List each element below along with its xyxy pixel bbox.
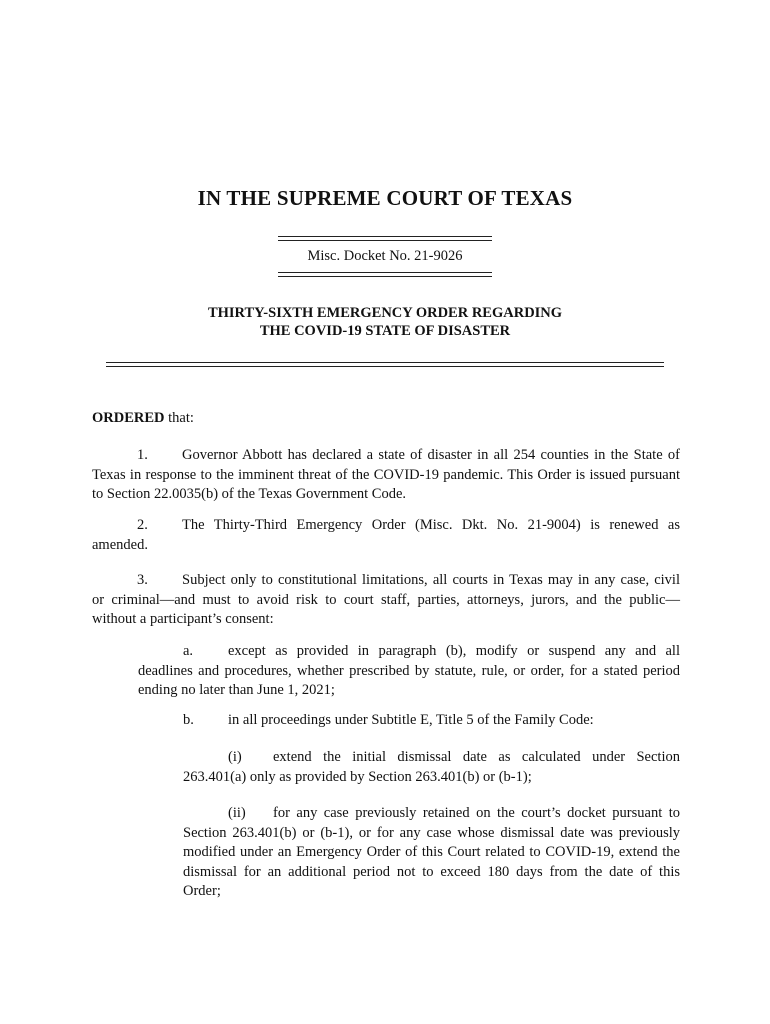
subparagraph-letter: a. bbox=[183, 643, 194, 659]
item-numeral: (ii) bbox=[228, 805, 246, 821]
paragraph-text: The Thirty-Third Emergency Order (Misc. Dkt. No. 21-9004) is renewed as bbox=[182, 517, 680, 533]
paragraph-text: ending no later than June 1, 2021; bbox=[138, 682, 335, 698]
item-numeral: (i) bbox=[228, 749, 242, 765]
paragraph-text: Section 263.401(b) or (b-1), or for any case whose dismissal date was previously bbox=[183, 824, 680, 841]
paragraph-text: or criminal—and must to avoid risk to court staff, parties, attorneys, jurors, and the public— bbox=[92, 591, 680, 608]
paragraph-1 bbox=[92, 446, 680, 505]
paragraph-text: without a participant’s consent: bbox=[92, 611, 274, 627]
paragraph-text: for any case previously retained on the court’s docket pursuant to bbox=[273, 805, 680, 821]
double-rule-wide bbox=[106, 362, 664, 367]
paragraph-text: dismissal for an additional period not to exceed 180 days from the date of this bbox=[183, 863, 680, 880]
double-rule-upper bbox=[278, 236, 492, 241]
paragraph-text: to Section 22.0035(b) of the Texas Government Code. bbox=[92, 486, 407, 502]
paragraph-text: 263.401(a) only as provided by Section 263.401(b) or (b-1); bbox=[183, 768, 532, 785]
order-heading-line-2: THE COVID-19 STATE OF DISASTER bbox=[259, 323, 511, 339]
paragraph-text: deadlines and procedures, whether prescribed by statute, rule, or order, for a stated period bbox=[138, 662, 680, 679]
ordered-label: ORDERED bbox=[92, 410, 165, 426]
paragraph-text: in all proceedings under Subtitle E, Title 5 of the Family Code: bbox=[228, 712, 594, 728]
paragraph-text: Subject only to constitutional limitations, all courts in Texas may in any case, civil bbox=[182, 572, 680, 588]
paragraph-text: Governor Abbott has declared a state of disaster in all 254 counties in the State of bbox=[182, 447, 680, 463]
paragraph-text: except as provided in paragraph (b), modify or suspend any and all bbox=[228, 643, 680, 659]
court-title: IN THE SUPREME COURT OF TEXAS bbox=[197, 186, 573, 210]
ordered-rest: that: bbox=[164, 410, 194, 426]
ordered-intro bbox=[92, 409, 194, 429]
paragraph-text: extend the initial dismissal date as calculated under Section bbox=[273, 749, 680, 765]
subparagraph-b bbox=[138, 711, 680, 731]
paragraph-text: Order; bbox=[183, 883, 221, 899]
paragraph-2 bbox=[92, 516, 680, 555]
paragraph-number: 3. bbox=[137, 572, 148, 588]
order-heading-line-1: THIRTY-SIXTH EMERGENCY ORDER REGARDING bbox=[207, 305, 563, 321]
subparagraph-letter: b. bbox=[183, 712, 194, 728]
paragraph-number: 1. bbox=[137, 447, 148, 463]
double-rule-lower bbox=[278, 272, 492, 277]
docket-number: Misc. Docket No. 21-9026 bbox=[307, 248, 463, 264]
paragraph-3 bbox=[92, 571, 680, 630]
item-i bbox=[183, 748, 680, 787]
order-heading bbox=[0, 304, 770, 340]
paragraph-text: modified under an Emergency Order of this Court related to COVID-19, extend the bbox=[183, 844, 680, 860]
item-ii bbox=[183, 804, 680, 902]
subparagraph-a bbox=[138, 642, 680, 701]
paragraph-number: 2. bbox=[137, 517, 148, 533]
paragraph-text: amended. bbox=[92, 536, 148, 553]
paragraph-text: Texas in response to the imminent threat of the COVID-19 pandemic. This Order is issued pursuant bbox=[92, 466, 680, 483]
